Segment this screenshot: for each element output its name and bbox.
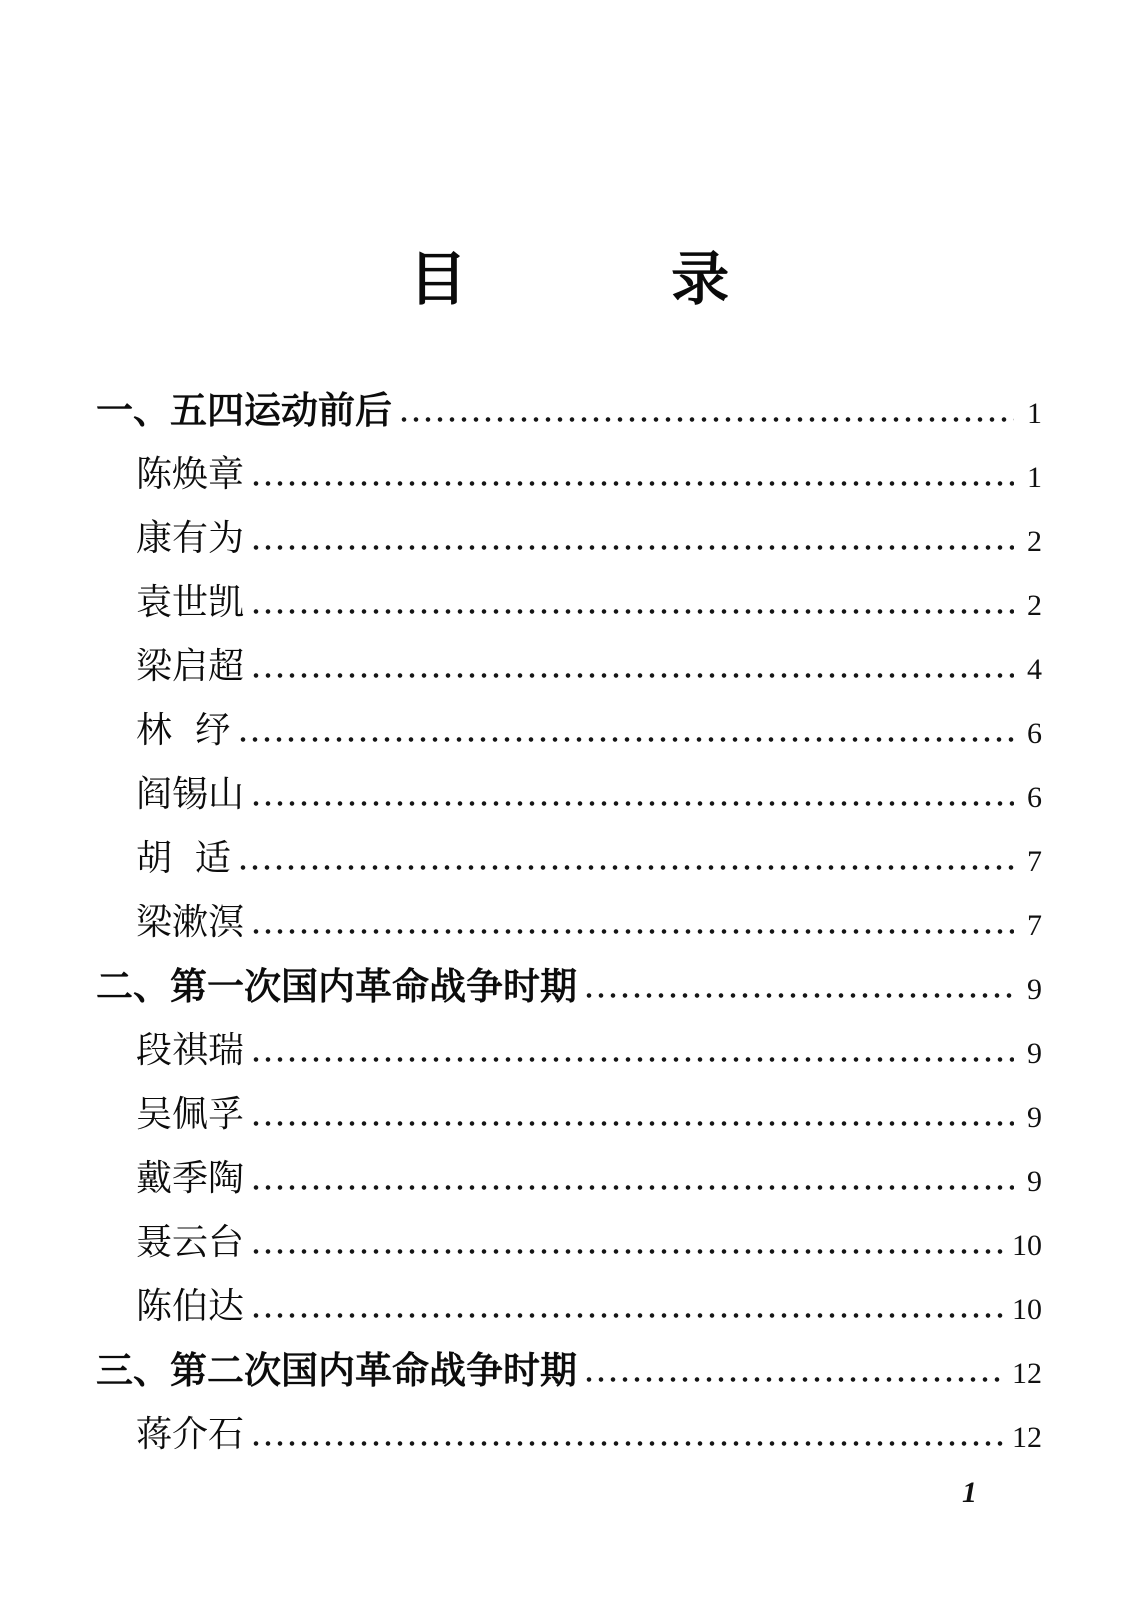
page-folio-number: 1 <box>962 1476 977 1509</box>
toc-entry[interactable] <box>136 698 1042 754</box>
dot-leader <box>250 1185 1014 1190</box>
toc-section-label: 一、五四运动前后 <box>96 389 392 432</box>
dot-leader <box>250 801 1014 806</box>
toc-entry-label: 梁启超 <box>136 646 245 687</box>
toc-entry[interactable] <box>136 890 1042 946</box>
dot-leader <box>250 609 1014 614</box>
page-title: 目 录 <box>408 245 822 313</box>
toc-entry[interactable] <box>136 506 1042 562</box>
toc-page-number: 10 <box>1012 1229 1042 1262</box>
toc-entry-label: 蒋介石 <box>136 1414 245 1455</box>
toc-entry-label: 陈伯达 <box>136 1286 245 1327</box>
toc-page-number: 2 <box>1027 589 1042 622</box>
toc-page-number: 12 <box>1012 1357 1042 1390</box>
toc-entry-label: 段祺瑞 <box>136 1030 245 1071</box>
toc-entry[interactable] <box>136 1210 1042 1266</box>
dot-leader <box>250 545 1014 550</box>
dot-leader <box>250 673 1014 678</box>
toc-entry-label: 胡 适 <box>136 838 231 879</box>
toc-entry-label: 陈焕章 <box>136 454 245 495</box>
dot-leader <box>250 1121 1014 1126</box>
toc-entry-label: 袁世凯 <box>136 582 245 623</box>
toc-page-number: 7 <box>1027 909 1042 942</box>
toc-entry[interactable] <box>136 570 1042 626</box>
toc-section[interactable] <box>96 378 1042 434</box>
dot-leader <box>250 929 1014 934</box>
toc-page-number: 9 <box>1027 973 1042 1006</box>
toc-page-number: 9 <box>1027 1165 1042 1198</box>
toc-entry[interactable] <box>136 1274 1042 1330</box>
toc-section[interactable] <box>96 1338 1042 1394</box>
toc-entry[interactable] <box>136 1146 1042 1202</box>
toc-entry-label: 聂云台 <box>136 1222 245 1263</box>
toc-entry-label: 康有为 <box>136 518 245 559</box>
toc-entry[interactable] <box>136 1018 1042 1074</box>
toc-section-label: 三、第二次国内革命战争时期 <box>96 1349 577 1392</box>
toc-entry-label: 林 纾 <box>136 710 231 751</box>
toc-page-number: 7 <box>1027 845 1042 878</box>
toc-entry-label: 阎锡山 <box>136 774 245 815</box>
dot-leader <box>237 865 1014 870</box>
toc-page-number: 1 <box>1027 397 1042 430</box>
toc-entry[interactable] <box>136 442 1042 498</box>
toc-page-number: 10 <box>1012 1293 1042 1326</box>
dot-leader <box>237 737 1014 742</box>
toc-page-number: 6 <box>1027 717 1042 750</box>
toc-page-number: 1 <box>1027 461 1042 494</box>
toc-page-number: 12 <box>1012 1421 1042 1454</box>
toc-entry[interactable] <box>136 1402 1042 1458</box>
dot-leader <box>250 1249 1004 1254</box>
toc-page-number: 2 <box>1027 525 1042 558</box>
toc-page-number: 4 <box>1027 653 1042 686</box>
dot-leader <box>398 417 1014 422</box>
toc-page-number: 9 <box>1027 1101 1042 1134</box>
dot-leader <box>250 481 1014 486</box>
toc-section-label: 二、第一次国内革命战争时期 <box>96 965 577 1008</box>
dot-leader <box>250 1441 1004 1446</box>
toc-entry-label: 戴季陶 <box>136 1158 245 1199</box>
toc-entry[interactable] <box>136 634 1042 690</box>
dot-leader <box>250 1313 1004 1318</box>
toc-section[interactable] <box>96 954 1042 1010</box>
toc-entry[interactable] <box>136 826 1042 882</box>
dot-leader <box>583 1377 1004 1382</box>
toc-page-number: 9 <box>1027 1037 1042 1070</box>
toc-entry-label: 梁漱溟 <box>136 902 245 943</box>
toc-entry[interactable] <box>136 1082 1042 1138</box>
toc-entry-label: 吴佩孚 <box>136 1094 245 1135</box>
toc-entry[interactable] <box>136 762 1042 818</box>
dot-leader <box>583 993 1014 998</box>
toc-page-number: 6 <box>1027 781 1042 814</box>
dot-leader <box>250 1057 1014 1062</box>
